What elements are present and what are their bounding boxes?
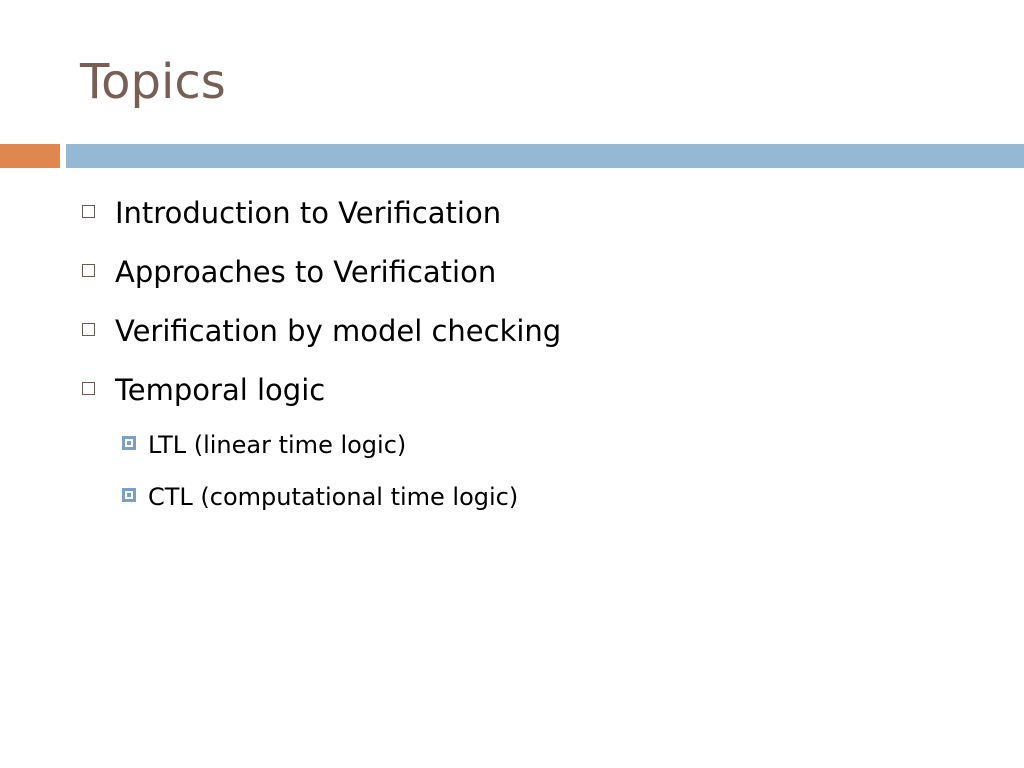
bullet-item <box>82 252 496 290</box>
bullet-text: Temporal logic <box>115 373 326 407</box>
bullet-item <box>82 193 501 231</box>
square-bullet-icon <box>82 205 95 218</box>
slide-title: Topics <box>80 54 226 110</box>
bullet-item <box>82 370 325 408</box>
sub-bullet-item <box>122 481 518 512</box>
bullet-text: Verification by model checking <box>115 314 562 348</box>
bullet-text: Approaches to Verification <box>115 255 497 289</box>
square-bullet-icon <box>82 264 95 277</box>
sub-bullet-text: LTL (linear time logic) <box>148 431 407 459</box>
sub-bullet-item <box>122 429 406 460</box>
filled-square-bullet-icon <box>122 436 136 450</box>
bullet-item <box>82 311 561 349</box>
square-bullet-icon <box>82 382 95 395</box>
square-bullet-icon <box>82 323 95 336</box>
filled-square-bullet-icon <box>122 488 136 502</box>
bullet-text: Introduction to Verification <box>115 196 502 230</box>
sub-bullet-text: CTL (computational time logic) <box>148 483 519 511</box>
